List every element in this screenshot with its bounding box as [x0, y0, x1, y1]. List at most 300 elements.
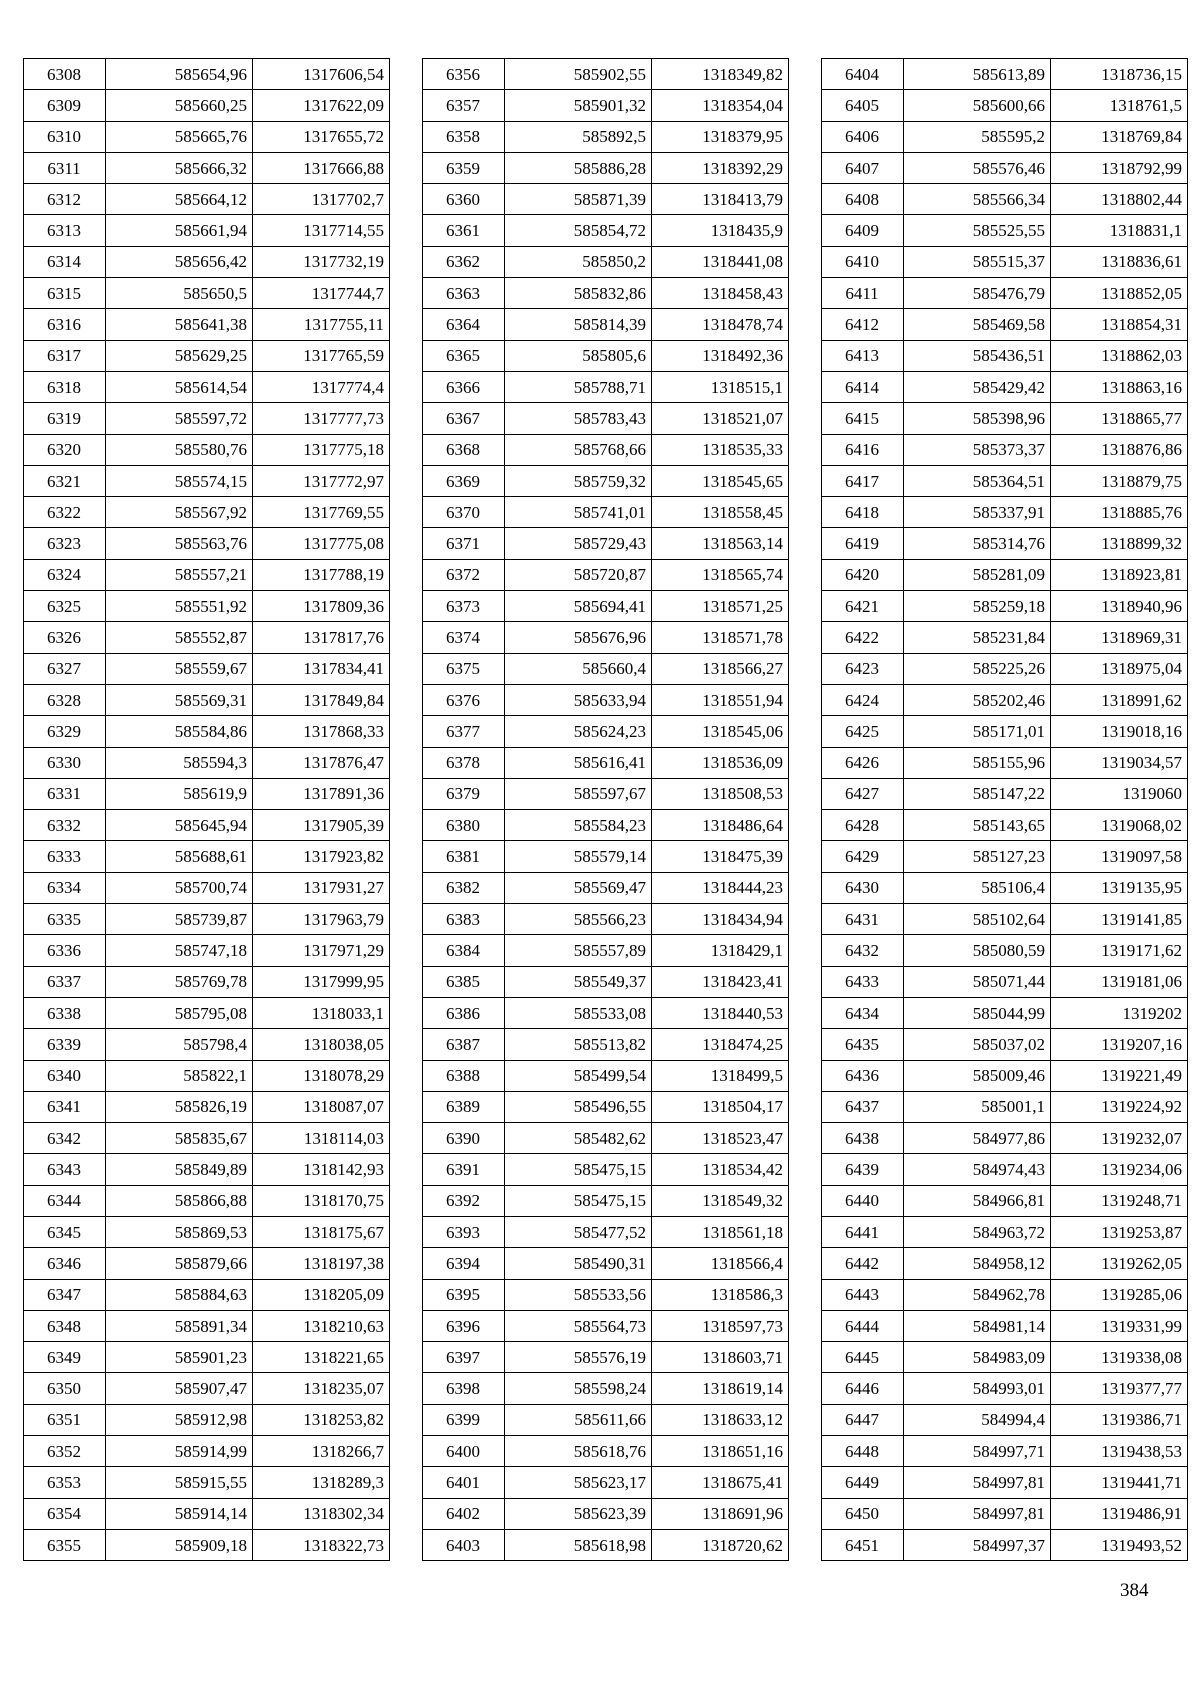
- table-row: [423, 90, 789, 121]
- x-coordinate-cell: 585574,15: [106, 465, 253, 496]
- y-coordinate-cell: 1317655,72: [253, 121, 390, 152]
- coordinates-table-2: [422, 58, 789, 1561]
- x-coordinate-cell: 585768,66: [505, 434, 652, 465]
- table-row: [423, 278, 789, 309]
- x-coordinate-cell: 585475,15: [505, 1154, 652, 1185]
- y-coordinate-cell: 1318586,3: [652, 1279, 789, 1310]
- point-number-cell: 6378: [423, 747, 505, 778]
- y-coordinate-cell: 1318523,47: [652, 1123, 789, 1154]
- x-coordinate-cell: 585475,15: [505, 1185, 652, 1216]
- point-number-cell: 6355: [24, 1529, 106, 1560]
- y-coordinate-cell: 1318392,29: [652, 152, 789, 183]
- x-coordinate-cell: 585783,43: [505, 403, 652, 434]
- point-number-cell: 6443: [822, 1279, 904, 1310]
- table-row: [423, 309, 789, 340]
- y-coordinate-cell: 1317834,41: [253, 653, 390, 684]
- y-coordinate-cell: 1317923,82: [253, 841, 390, 872]
- table-row: [24, 152, 390, 183]
- y-coordinate-cell: 1317714,55: [253, 215, 390, 246]
- x-coordinate-cell: 585886,28: [505, 152, 652, 183]
- table-row: [822, 1216, 1188, 1247]
- x-coordinate-cell: 585729,43: [505, 528, 652, 559]
- table-row: [423, 747, 789, 778]
- x-coordinate-cell: 585569,47: [505, 872, 652, 903]
- table-row: [24, 1498, 390, 1529]
- x-coordinate-cell: 585650,5: [106, 278, 253, 309]
- x-coordinate-cell: 585037,02: [904, 1029, 1051, 1060]
- table-row: [423, 997, 789, 1028]
- table-row: [24, 434, 390, 465]
- y-coordinate-cell: 1318423,41: [652, 966, 789, 997]
- y-coordinate-cell: 1318521,07: [652, 403, 789, 434]
- x-coordinate-cell: 585127,23: [904, 841, 1051, 872]
- x-coordinate-cell: 585688,61: [106, 841, 253, 872]
- y-coordinate-cell: 1318492,36: [652, 340, 789, 371]
- point-number-cell: 6372: [423, 559, 505, 590]
- point-number-cell: 6436: [822, 1060, 904, 1091]
- table-row: [822, 90, 1188, 121]
- y-coordinate-cell: 1319331,99: [1051, 1310, 1188, 1341]
- point-number-cell: 6339: [24, 1029, 106, 1060]
- x-coordinate-cell: 585618,76: [505, 1436, 652, 1467]
- x-coordinate-cell: 585814,39: [505, 309, 652, 340]
- x-coordinate-cell: 585598,24: [505, 1373, 652, 1404]
- table-row: [423, 340, 789, 371]
- point-number-cell: 6410: [822, 246, 904, 277]
- point-number-cell: 6441: [822, 1216, 904, 1247]
- y-coordinate-cell: 1318863,16: [1051, 371, 1188, 402]
- table-row: [423, 935, 789, 966]
- x-coordinate-cell: 584983,09: [904, 1342, 1051, 1373]
- x-coordinate-cell: 585600,66: [904, 90, 1051, 121]
- point-number-cell: 6433: [822, 966, 904, 997]
- x-coordinate-cell: 585576,46: [904, 152, 1051, 183]
- x-coordinate-cell: 585660,25: [106, 90, 253, 121]
- table-row: [822, 434, 1188, 465]
- table-row: [24, 1279, 390, 1310]
- y-coordinate-cell: 1318675,41: [652, 1467, 789, 1498]
- x-coordinate-cell: 585594,3: [106, 747, 253, 778]
- table-row: [24, 1529, 390, 1560]
- point-number-cell: 6319: [24, 403, 106, 434]
- table-row: [822, 622, 1188, 653]
- x-coordinate-cell: 585739,87: [106, 904, 253, 935]
- y-coordinate-cell: 1318515,1: [652, 371, 789, 402]
- x-coordinate-cell: 585533,56: [505, 1279, 652, 1310]
- y-coordinate-cell: 1317666,88: [253, 152, 390, 183]
- x-coordinate-cell: 585482,62: [505, 1123, 652, 1154]
- x-coordinate-cell: 585614,54: [106, 371, 253, 402]
- x-coordinate-cell: 584963,72: [904, 1216, 1051, 1247]
- y-coordinate-cell: 1318434,94: [652, 904, 789, 935]
- table-row: [822, 904, 1188, 935]
- table-row: [822, 1091, 1188, 1122]
- y-coordinate-cell: 1319135,95: [1051, 872, 1188, 903]
- point-number-cell: 6333: [24, 841, 106, 872]
- y-coordinate-cell: 1317809,36: [253, 591, 390, 622]
- table-row: [822, 966, 1188, 997]
- x-coordinate-cell: 585623,39: [505, 1498, 652, 1529]
- x-coordinate-cell: 585552,87: [106, 622, 253, 653]
- point-number-cell: 6404: [822, 59, 904, 90]
- x-coordinate-cell: 585225,26: [904, 653, 1051, 684]
- x-coordinate-cell: 585595,2: [904, 121, 1051, 152]
- table-row: [423, 1154, 789, 1185]
- point-number-cell: 6388: [423, 1060, 505, 1091]
- point-number-cell: 6347: [24, 1279, 106, 1310]
- table-row: [423, 1467, 789, 1498]
- point-number-cell: 6442: [822, 1248, 904, 1279]
- point-number-cell: 6316: [24, 309, 106, 340]
- table-row: [24, 841, 390, 872]
- y-coordinate-cell: 1318545,06: [652, 716, 789, 747]
- y-coordinate-cell: 1318558,45: [652, 497, 789, 528]
- x-coordinate-cell: 585676,96: [505, 622, 652, 653]
- y-coordinate-cell: 1317772,97: [253, 465, 390, 496]
- point-number-cell: 6313: [24, 215, 106, 246]
- table-row: [24, 935, 390, 966]
- point-number-cell: 6415: [822, 403, 904, 434]
- point-number-cell: 6448: [822, 1436, 904, 1467]
- y-coordinate-cell: 1318865,77: [1051, 403, 1188, 434]
- table-row: [24, 872, 390, 903]
- x-coordinate-cell: 585567,92: [106, 497, 253, 528]
- x-coordinate-cell: 585616,41: [505, 747, 652, 778]
- x-coordinate-cell: 585569,31: [106, 684, 253, 715]
- point-number-cell: 6401: [423, 1467, 505, 1498]
- y-coordinate-cell: 1317817,76: [253, 622, 390, 653]
- table-row: [822, 1404, 1188, 1435]
- point-number-cell: 6335: [24, 904, 106, 935]
- x-coordinate-cell: 585584,86: [106, 716, 253, 747]
- x-coordinate-cell: 585623,17: [505, 1467, 652, 1498]
- x-coordinate-cell: 585619,9: [106, 778, 253, 809]
- table-row: [423, 1373, 789, 1404]
- x-coordinate-cell: 585001,1: [904, 1091, 1051, 1122]
- point-number-cell: 6445: [822, 1342, 904, 1373]
- x-coordinate-cell: 585469,58: [904, 309, 1051, 340]
- point-number-cell: 6449: [822, 1467, 904, 1498]
- point-number-cell: 6361: [423, 215, 505, 246]
- table-row: [822, 1373, 1188, 1404]
- x-coordinate-cell: 585826,19: [106, 1091, 253, 1122]
- table-row: [822, 1342, 1188, 1373]
- y-coordinate-cell: 1319338,08: [1051, 1342, 1188, 1373]
- x-coordinate-cell: 585106,4: [904, 872, 1051, 903]
- point-number-cell: 6438: [822, 1123, 904, 1154]
- x-coordinate-cell: 585832,86: [505, 278, 652, 309]
- point-number-cell: 6309: [24, 90, 106, 121]
- table-row: [822, 1467, 1188, 1498]
- x-coordinate-cell: 584997,37: [904, 1529, 1051, 1560]
- point-number-cell: 6405: [822, 90, 904, 121]
- x-coordinate-cell: 585515,37: [904, 246, 1051, 277]
- point-number-cell: 6382: [423, 872, 505, 903]
- y-coordinate-cell: 1318289,3: [253, 1467, 390, 1498]
- x-coordinate-cell: 585641,38: [106, 309, 253, 340]
- table-row: [822, 997, 1188, 1028]
- point-number-cell: 6446: [822, 1373, 904, 1404]
- table-row: [822, 591, 1188, 622]
- point-number-cell: 6426: [822, 747, 904, 778]
- table-row: [423, 1529, 789, 1560]
- y-coordinate-cell: 1318486,64: [652, 810, 789, 841]
- point-number-cell: 6337: [24, 966, 106, 997]
- table-row: [822, 121, 1188, 152]
- point-number-cell: 6310: [24, 121, 106, 152]
- y-coordinate-cell: 1318221,65: [253, 1342, 390, 1373]
- x-coordinate-cell: 585613,89: [904, 59, 1051, 90]
- point-number-cell: 6341: [24, 1091, 106, 1122]
- point-number-cell: 6430: [822, 872, 904, 903]
- table-row: [24, 684, 390, 715]
- table-row: [24, 559, 390, 590]
- table-row: [822, 465, 1188, 496]
- point-number-cell: 6357: [423, 90, 505, 121]
- y-coordinate-cell: 1319060: [1051, 778, 1188, 809]
- table-row: [24, 246, 390, 277]
- table-row: [822, 340, 1188, 371]
- x-coordinate-cell: 585654,96: [106, 59, 253, 90]
- x-coordinate-cell: 585584,23: [505, 810, 652, 841]
- point-number-cell: 6437: [822, 1091, 904, 1122]
- point-number-cell: 6400: [423, 1436, 505, 1467]
- y-coordinate-cell: 1318969,31: [1051, 622, 1188, 653]
- point-number-cell: 6325: [24, 591, 106, 622]
- y-coordinate-cell: 1317971,29: [253, 935, 390, 966]
- point-number-cell: 6387: [423, 1029, 505, 1060]
- point-number-cell: 6314: [24, 246, 106, 277]
- y-coordinate-cell: 1318619,14: [652, 1373, 789, 1404]
- x-coordinate-cell: 585071,44: [904, 966, 1051, 997]
- table-row: [423, 904, 789, 935]
- y-coordinate-cell: 1317905,39: [253, 810, 390, 841]
- point-number-cell: 6356: [423, 59, 505, 90]
- table-row: [822, 403, 1188, 434]
- y-coordinate-cell: 1318478,74: [652, 309, 789, 340]
- x-coordinate-cell: 585533,08: [505, 997, 652, 1028]
- y-coordinate-cell: 1319232,07: [1051, 1123, 1188, 1154]
- y-coordinate-cell: 1319285,06: [1051, 1279, 1188, 1310]
- point-number-cell: 6451: [822, 1529, 904, 1560]
- point-number-cell: 6362: [423, 246, 505, 277]
- x-coordinate-cell: 585741,01: [505, 497, 652, 528]
- table-row: [423, 1091, 789, 1122]
- table-row: [423, 1216, 789, 1247]
- y-coordinate-cell: 1318561,18: [652, 1216, 789, 1247]
- point-number-cell: 6412: [822, 309, 904, 340]
- y-coordinate-cell: 1318836,61: [1051, 246, 1188, 277]
- x-coordinate-cell: 585854,72: [505, 215, 652, 246]
- x-coordinate-cell: 585549,37: [505, 966, 652, 997]
- x-coordinate-cell: 585901,32: [505, 90, 652, 121]
- point-number-cell: 6377: [423, 716, 505, 747]
- y-coordinate-cell: 1318535,33: [652, 434, 789, 465]
- table-row: [24, 904, 390, 935]
- y-coordinate-cell: 1318444,23: [652, 872, 789, 903]
- point-number-cell: 6379: [423, 778, 505, 809]
- x-coordinate-cell: 585869,53: [106, 1216, 253, 1247]
- y-coordinate-cell: 1318651,16: [652, 1436, 789, 1467]
- table-row: [24, 966, 390, 997]
- x-coordinate-cell: 585155,96: [904, 747, 1051, 778]
- table-row: [822, 1436, 1188, 1467]
- point-number-cell: 6447: [822, 1404, 904, 1435]
- point-number-cell: 6345: [24, 1216, 106, 1247]
- y-coordinate-cell: 1317702,7: [253, 184, 390, 215]
- y-coordinate-cell: 1317868,33: [253, 716, 390, 747]
- y-coordinate-cell: 1319097,58: [1051, 841, 1188, 872]
- y-coordinate-cell: 1318033,1: [253, 997, 390, 1028]
- point-number-cell: 6421: [822, 591, 904, 622]
- table-row: [822, 684, 1188, 715]
- point-number-cell: 6312: [24, 184, 106, 215]
- y-coordinate-cell: 1318691,96: [652, 1498, 789, 1529]
- y-coordinate-cell: 1319262,05: [1051, 1248, 1188, 1279]
- table-row: [423, 1185, 789, 1216]
- y-coordinate-cell: 1319441,71: [1051, 1467, 1188, 1498]
- point-number-cell: 6380: [423, 810, 505, 841]
- table-row: [24, 747, 390, 778]
- point-number-cell: 6413: [822, 340, 904, 371]
- table-row: [423, 1123, 789, 1154]
- point-number-cell: 6418: [822, 497, 904, 528]
- y-coordinate-cell: 1318879,75: [1051, 465, 1188, 496]
- x-coordinate-cell: 585660,4: [505, 653, 652, 684]
- point-number-cell: 6328: [24, 684, 106, 715]
- table-row: [822, 1529, 1188, 1560]
- table-row: [822, 747, 1188, 778]
- x-coordinate-cell: 585720,87: [505, 559, 652, 590]
- x-coordinate-cell: 585912,98: [106, 1404, 253, 1435]
- point-number-cell: 6308: [24, 59, 106, 90]
- point-number-cell: 6406: [822, 121, 904, 152]
- table-row: [24, 403, 390, 434]
- point-number-cell: 6384: [423, 935, 505, 966]
- x-coordinate-cell: 584962,78: [904, 1279, 1051, 1310]
- x-coordinate-cell: 585513,82: [505, 1029, 652, 1060]
- table-row: [24, 1436, 390, 1467]
- point-number-cell: 6326: [24, 622, 106, 653]
- y-coordinate-cell: 1318975,04: [1051, 653, 1188, 684]
- x-coordinate-cell: 585398,96: [904, 403, 1051, 434]
- x-coordinate-cell: 584981,14: [904, 1310, 1051, 1341]
- table-row: [822, 278, 1188, 309]
- point-number-cell: 6444: [822, 1310, 904, 1341]
- y-coordinate-cell: 1318475,39: [652, 841, 789, 872]
- y-coordinate-cell: 1318038,05: [253, 1029, 390, 1060]
- table-row: [822, 1498, 1188, 1529]
- y-coordinate-cell: 1319202: [1051, 997, 1188, 1028]
- point-number-cell: 6395: [423, 1279, 505, 1310]
- table-row: [822, 1248, 1188, 1279]
- point-number-cell: 6399: [423, 1404, 505, 1435]
- table-row: [822, 497, 1188, 528]
- y-coordinate-cell: 1318114,03: [253, 1123, 390, 1154]
- table-row: [822, 716, 1188, 747]
- x-coordinate-cell: 585915,55: [106, 1467, 253, 1498]
- table-row: [822, 1123, 1188, 1154]
- y-coordinate-cell: 1318736,15: [1051, 59, 1188, 90]
- y-coordinate-cell: 1318322,73: [253, 1529, 390, 1560]
- table-row: [423, 121, 789, 152]
- x-coordinate-cell: 585661,94: [106, 215, 253, 246]
- y-coordinate-cell: 1319486,91: [1051, 1498, 1188, 1529]
- x-coordinate-cell: 585850,2: [505, 246, 652, 277]
- point-number-cell: 6385: [423, 966, 505, 997]
- y-coordinate-cell: 1318441,08: [652, 246, 789, 277]
- x-coordinate-cell: 585624,23: [505, 716, 652, 747]
- table-row: [423, 810, 789, 841]
- point-number-cell: 6332: [24, 810, 106, 841]
- table-row: [24, 1216, 390, 1247]
- y-coordinate-cell: 1317777,73: [253, 403, 390, 434]
- point-number-cell: 6368: [423, 434, 505, 465]
- table-row: [24, 1373, 390, 1404]
- point-number-cell: 6392: [423, 1185, 505, 1216]
- table-row: [24, 1185, 390, 1216]
- table-row: [24, 622, 390, 653]
- table-row: [423, 1310, 789, 1341]
- y-coordinate-cell: 1319018,16: [1051, 716, 1188, 747]
- x-coordinate-cell: 585490,31: [505, 1248, 652, 1279]
- x-coordinate-cell: 585597,67: [505, 778, 652, 809]
- y-coordinate-cell: 1318633,12: [652, 1404, 789, 1435]
- point-number-cell: 6381: [423, 841, 505, 872]
- y-coordinate-cell: 1318210,63: [253, 1310, 390, 1341]
- x-coordinate-cell: 585914,99: [106, 1436, 253, 1467]
- point-number-cell: 6353: [24, 1467, 106, 1498]
- x-coordinate-cell: 584994,4: [904, 1404, 1051, 1435]
- x-coordinate-cell: 585597,72: [106, 403, 253, 434]
- point-number-cell: 6424: [822, 684, 904, 715]
- x-coordinate-cell: 585664,12: [106, 184, 253, 215]
- y-coordinate-cell: 1318720,62: [652, 1529, 789, 1560]
- table-row: [423, 246, 789, 277]
- point-number-cell: 6411: [822, 278, 904, 309]
- table-row: [24, 465, 390, 496]
- point-number-cell: 6366: [423, 371, 505, 402]
- point-number-cell: 6409: [822, 215, 904, 246]
- y-coordinate-cell: 1317891,36: [253, 778, 390, 809]
- table-row: [24, 1154, 390, 1185]
- point-number-cell: 6351: [24, 1404, 106, 1435]
- table-row: [822, 935, 1188, 966]
- table-row: [822, 184, 1188, 215]
- y-coordinate-cell: 1318991,62: [1051, 684, 1188, 715]
- point-number-cell: 6317: [24, 340, 106, 371]
- y-coordinate-cell: 1318536,09: [652, 747, 789, 778]
- point-number-cell: 6397: [423, 1342, 505, 1373]
- point-number-cell: 6331: [24, 778, 106, 809]
- point-number-cell: 6358: [423, 121, 505, 152]
- y-coordinate-cell: 1318205,09: [253, 1279, 390, 1310]
- y-coordinate-cell: 1319253,87: [1051, 1216, 1188, 1247]
- y-coordinate-cell: 1319493,52: [1051, 1529, 1188, 1560]
- point-number-cell: 6349: [24, 1342, 106, 1373]
- table-row: [423, 184, 789, 215]
- y-coordinate-cell: 1319386,71: [1051, 1404, 1188, 1435]
- table-row: [24, 497, 390, 528]
- x-coordinate-cell: 585849,89: [106, 1154, 253, 1185]
- x-coordinate-cell: 585171,01: [904, 716, 1051, 747]
- x-coordinate-cell: 585566,23: [505, 904, 652, 935]
- table-row: [423, 1248, 789, 1279]
- x-coordinate-cell: 585871,39: [505, 184, 652, 215]
- x-coordinate-cell: 585429,42: [904, 371, 1051, 402]
- x-coordinate-cell: 585618,98: [505, 1529, 652, 1560]
- x-coordinate-cell: 585559,67: [106, 653, 253, 684]
